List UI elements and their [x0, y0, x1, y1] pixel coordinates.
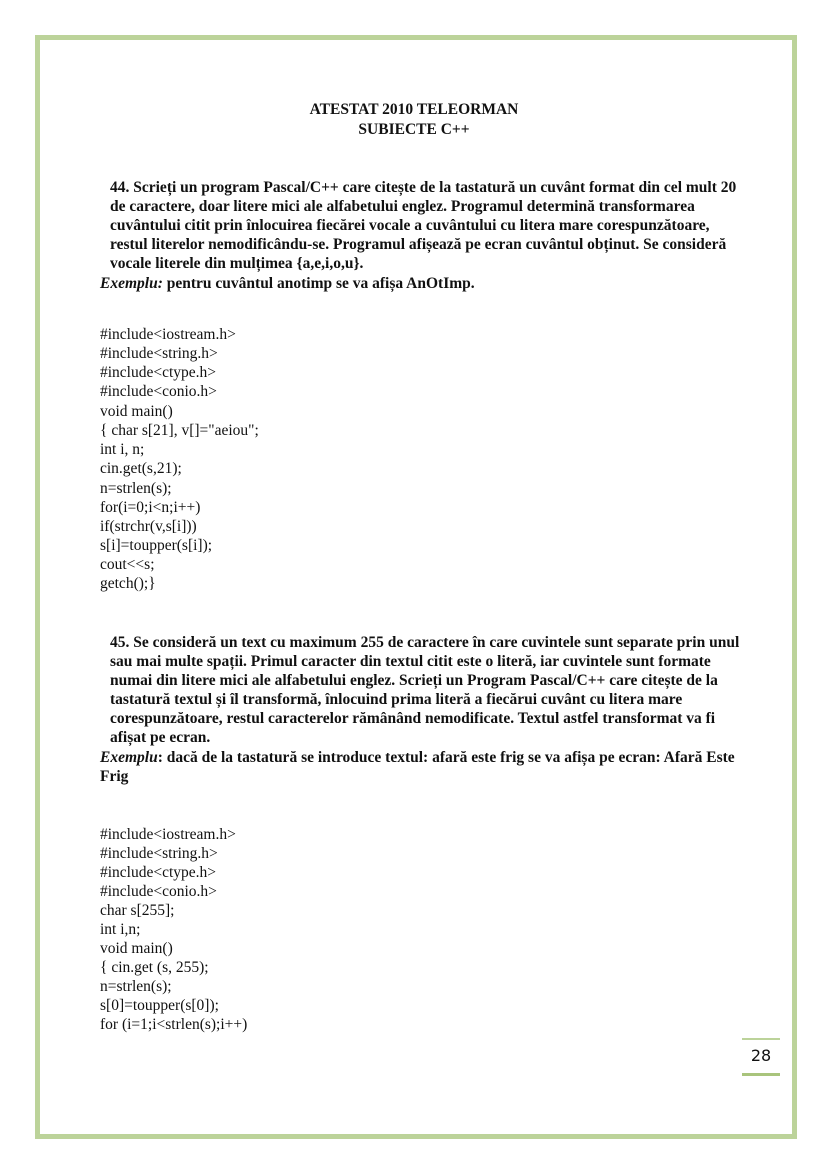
p45-line: numai din litere mici ale alfabetului englez. Scrieți un Program Pascal/C++ care citește de la — [110, 672, 718, 689]
code-line: #include<ctype.h> — [100, 364, 217, 381]
code-line: cin.get(s,21); — [100, 460, 182, 477]
code-line: char s[255]; — [100, 902, 175, 919]
p44-line: vocale literele din mulțimea {a,e,i,o,u}. — [110, 255, 364, 272]
code-line: getch();} — [100, 575, 156, 592]
code-line: if(strchr(v,s[i])) — [100, 518, 197, 535]
p44-line: restul literelor nemodificându-se. Programul afișează pe ecran cuvântul obținut. Se consideră — [110, 236, 727, 253]
page-number-rule — [742, 1038, 780, 1040]
code-line: int i,n; — [100, 921, 141, 938]
code-line: cout<<s; — [100, 556, 155, 573]
example-label: Exemplu — [100, 749, 158, 766]
page-number-box — [742, 1038, 780, 1076]
code-line: n=strlen(s); — [100, 480, 172, 497]
code-line: for(i=0;i<n;i++) — [100, 499, 201, 516]
code-line: for (i=1;i<strlen(s);i++) — [100, 1016, 248, 1033]
example-text: pentru cuvântul anotimp se va afișa AnOtImp. — [162, 275, 475, 292]
page-number: 28 — [750, 1046, 772, 1065]
p45-example-cont: Frig — [100, 768, 129, 785]
code-line: #include<string.h> — [100, 845, 218, 862]
p45-example — [100, 749, 735, 767]
p45-line: 45. Se consideră un text cu maximum 255 de caractere în care cuvintele sunt separate prin unul — [110, 634, 740, 651]
code-line: s[0]=toupper(s[0]); — [100, 997, 219, 1014]
code-line: #include<conio.h> — [100, 383, 217, 400]
code-line: int i, n; — [100, 441, 145, 458]
document-subtitle: SUBIECTE C++ — [358, 121, 470, 138]
code-line: void main() — [100, 940, 173, 957]
example-label: Exemplu: — [100, 275, 163, 292]
document-title: ATESTAT 2010 TELEORMAN — [309, 101, 519, 118]
code-line: #include<iostream.h> — [100, 826, 236, 843]
p44-line: cuvântului citit prin înlocuirea fiecărei vocale a cuvântului cu litera mare corespunzătoare, — [110, 217, 710, 234]
page-number-rule — [742, 1073, 780, 1076]
p44-line: de caractere, doar litere mici ale alfabetului englez. Programul determină transformarea — [110, 198, 695, 215]
p45-line: afișat pe ecran. — [110, 729, 211, 746]
example-text: : dacă de la tastatură se introduce textul: afară este frig se va afișa pe ecran: Afară Este — [157, 749, 735, 766]
p45-line: tastatură textul și îl transformă, înlocuind prima literă a fiecărui cuvânt cu litera mare — [110, 691, 683, 708]
p45-line: sau mai multe spații. Primul caracter din textul citit este o literă, iar cuvintele sunt formate — [110, 653, 711, 670]
p44-example — [100, 275, 475, 293]
code-line: void main() — [100, 403, 173, 420]
code-line: n=strlen(s); — [100, 978, 172, 995]
p45-line: corespunzătoare, restul caracterelor rămânând nemodificate. Textul astfel transformat va fi — [110, 710, 716, 727]
code-line: #include<ctype.h> — [100, 864, 217, 881]
p44-line: 44. Scrieți un program Pascal/C++ care citește de la tastatură un cuvânt format din cel mult 20 — [110, 179, 737, 196]
code-line: { char s[21], v[]="aeiou"; — [100, 422, 259, 439]
code-line: #include<string.h> — [100, 345, 218, 362]
code-line: #include<iostream.h> — [100, 326, 236, 343]
code-line: #include<conio.h> — [100, 883, 217, 900]
code-line: { cin.get (s, 255); — [100, 959, 209, 976]
code-line: s[i]=toupper(s[i]); — [100, 537, 213, 554]
